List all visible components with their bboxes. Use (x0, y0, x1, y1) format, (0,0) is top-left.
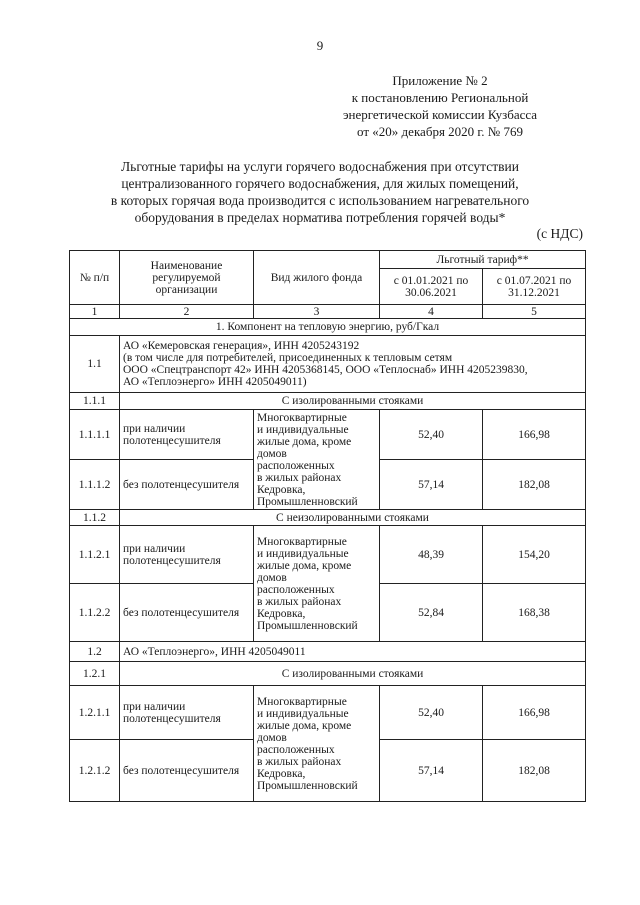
row-number: 1.2.1.2 (70, 740, 120, 802)
tariff-value-h1: 52,40 (380, 410, 483, 460)
towel-dryer-cell: без полотенцесушителя (120, 740, 254, 802)
housing-line: расположенных (257, 459, 335, 472)
section-row (70, 319, 586, 336)
tariff-value-h2: 166,98 (483, 410, 586, 460)
housing-line: в жилых районах (257, 595, 342, 608)
row-number: 1.1.2.2 (70, 584, 120, 642)
housing-line: Кедровка, (257, 767, 306, 780)
tariff-value-h2: 182,08 (483, 460, 586, 510)
towel-dryer-cell: при наличии полотенцесушителя (120, 526, 254, 584)
row-number: 1.1.2.1 (70, 526, 120, 584)
title-line: централизованного горячего водоснабжения, для жилых помещений, (121, 176, 519, 191)
housing-type-cell (254, 526, 380, 642)
org-name (120, 336, 586, 393)
header-housing: Вид жилого фонда (254, 251, 380, 305)
column-number: 4 (380, 305, 483, 319)
tariff-value-h2: 168,38 (483, 584, 586, 642)
housing-line: расположенных (257, 743, 335, 756)
row-number: 1.2.1.1 (70, 686, 120, 740)
group-row (70, 393, 586, 410)
housing-line: Многоквартирные (257, 535, 347, 548)
group-label: С неизолированными стояками (120, 510, 586, 526)
header-tariff: Льготный тариф** (380, 251, 586, 269)
housing-line: Промышленновский (257, 495, 358, 508)
group-row (70, 510, 586, 526)
org-name-line: АО «Кемеровская генерация», ИНН 4205243192 (123, 340, 360, 352)
appendix-line: от «20» декабря 2020 г. № 769 (357, 124, 523, 139)
tariff-row (70, 526, 586, 584)
header-period-1: с 01.01.2021 по 30.06.2021 (380, 269, 483, 305)
row-number: 1.1.1.1 (70, 410, 120, 460)
organization-row (70, 642, 586, 662)
appendix-line: Приложение № 2 (392, 73, 488, 88)
housing-line: домов (257, 731, 287, 744)
column-number: 1 (70, 305, 120, 319)
tariff-row (70, 686, 586, 740)
housing-line: Промышленновский (257, 619, 358, 632)
housing-line: и индивидуальные (257, 547, 349, 560)
housing-line: Многоквартирные (257, 695, 347, 708)
header-row (70, 251, 586, 269)
housing-line: и индивидуальные (257, 423, 349, 436)
organization-row (70, 336, 586, 393)
tariff-row (70, 410, 586, 460)
towel-dryer-cell: при наличии полотенцесушителя (120, 410, 254, 460)
housing-line: расположенных (257, 583, 335, 596)
towel-dryer-cell: без полотенцесушителя (120, 584, 254, 642)
housing-line: жилые дома, кроме (257, 559, 352, 572)
housing-line: Кедровка, (257, 483, 306, 496)
column-number: 3 (254, 305, 380, 319)
page-number: 9 (316, 38, 324, 53)
group-label: С изолированными стояками (120, 662, 586, 686)
housing-type-cell (254, 686, 380, 802)
org-number: 1.1 (70, 336, 120, 393)
row-number: 1.1.1.2 (70, 460, 120, 510)
section-title: 1. Компонент на тепловую энергию, руб/Гкал (70, 319, 586, 336)
housing-line: Промышленновский (257, 779, 358, 792)
tariff-value-h1: 52,40 (380, 686, 483, 740)
tariff-value-h1: 57,14 (380, 460, 483, 510)
document-title (70, 158, 570, 226)
tariff-value-h1: 52,84 (380, 584, 483, 642)
org-number: 1.2 (70, 642, 120, 662)
group-number: 1.1.2 (70, 510, 120, 526)
tariff-value-h1: 57,14 (380, 740, 483, 802)
housing-type-cell (254, 410, 380, 510)
tariff-value-h2: 166,98 (483, 686, 586, 740)
housing-line: Кедровка, (257, 607, 306, 620)
towel-dryer-cell: при наличии полотенцесушителя (120, 686, 254, 740)
tariff-value-h2: 182,08 (483, 740, 586, 802)
housing-line: и индивидуальные (257, 707, 349, 720)
appendix-block (310, 72, 570, 140)
title-line: в которых горячая вода производится с использованием нагревательного (110, 193, 530, 208)
org-name: АО «Теплоэнерго», ИНН 4205049011 (120, 642, 586, 662)
housing-line: домов (257, 571, 287, 584)
column-number: 2 (120, 305, 254, 319)
tariff-table (69, 250, 586, 802)
housing-line: Многоквартирные (257, 411, 347, 424)
header-period-2: с 01.07.2021 по 31.12.2021 (483, 269, 586, 305)
column-numbers-row (70, 305, 586, 319)
group-number: 1.2.1 (70, 662, 120, 686)
tariff-value-h1: 48,39 (380, 526, 483, 584)
header-org: Наименование регулируемой организации (120, 251, 254, 305)
org-name-line: (в том числе для потребителей, присоединенных к тепловым сетям (123, 352, 453, 364)
housing-line: жилые дома, кроме (257, 719, 352, 732)
housing-line: домов (257, 447, 287, 460)
column-number: 5 (483, 305, 586, 319)
housing-line: в жилых районах (257, 755, 342, 768)
appendix-line: энергетической комиссии Кузбасса (342, 107, 538, 122)
housing-line: жилые дома, кроме (257, 435, 352, 448)
vat-note: (с НДС) (536, 226, 583, 241)
org-name-line: ООО «Спецтранспорт 42» ИНН 4205368145, ООО «Теплоснаб» ИНН 4205239830, (123, 364, 528, 376)
tariff-value-h2: 154,20 (483, 526, 586, 584)
group-row (70, 662, 586, 686)
header-num: № п/п (70, 251, 120, 305)
group-number: 1.1.1 (70, 393, 120, 410)
title-line: Льготные тарифы на услуги горячего водоснабжения при отсутствии (121, 159, 519, 174)
group-label: С изолированными стояками (120, 393, 586, 410)
org-name-line: АО «Теплоэнерго» ИНН 4205049011) (123, 376, 307, 388)
title-line: оборудования в пределах норматива потребления горячей воды* (134, 210, 506, 225)
towel-dryer-cell: без полотенцесушителя (120, 460, 254, 510)
housing-line: в жилых районах (257, 471, 342, 484)
appendix-line: к постановлению Региональной (351, 90, 529, 105)
